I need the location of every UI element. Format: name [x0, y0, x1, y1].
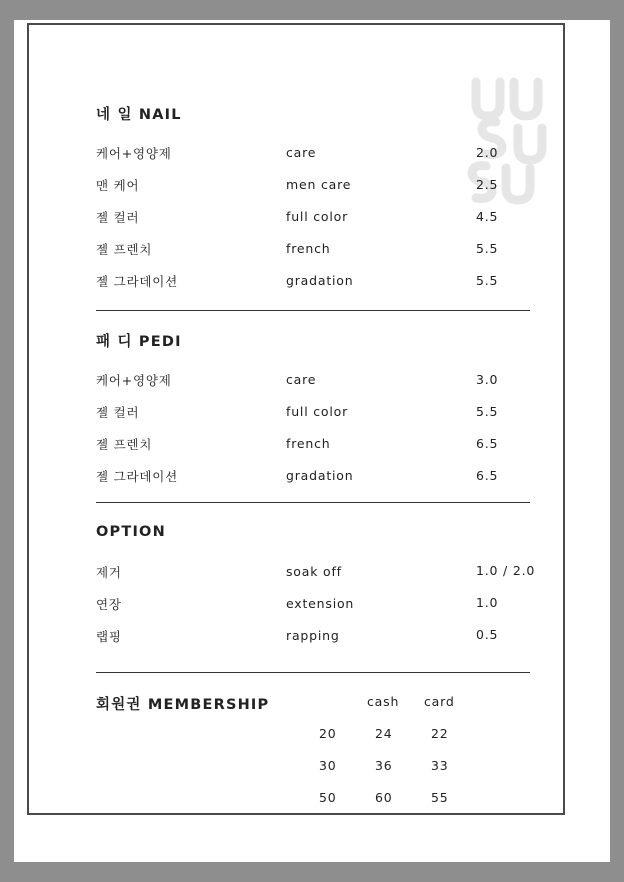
nail-item-name: 젤 컬러	[96, 210, 140, 225]
membership-cash-value: 60	[375, 790, 393, 805]
membership-card-value: 22	[431, 726, 449, 741]
membership-cash-value: 36	[375, 758, 393, 773]
pedi-item-price: 5.5	[476, 404, 499, 419]
nail-section-title: 네 일 NAIL	[96, 107, 182, 123]
pedi-item-price: 6.5	[476, 436, 499, 451]
option-item-name: 제거	[96, 565, 122, 580]
nail-item-name: 맨 케어	[96, 178, 140, 193]
nail-item-price: 2.5	[476, 177, 499, 192]
option-item-name: 연장	[96, 597, 122, 612]
option-item-price: 1.0 / 2.0	[476, 563, 536, 578]
membership-amount: 50	[319, 790, 337, 805]
option-item-price: 1.0	[476, 595, 499, 610]
option-item-name: 랩핑	[96, 629, 122, 644]
option-item-en: extension	[286, 596, 355, 611]
membership-card-value: 33	[431, 758, 449, 773]
nail-item-en: gradation	[286, 273, 354, 288]
pedi-item-name: 젤 그라데이션	[96, 469, 179, 484]
nail-item-en: full color	[286, 209, 349, 224]
section-divider	[96, 310, 530, 311]
membership-amount: 20	[319, 726, 337, 741]
membership-col-cash: cash	[367, 694, 400, 709]
pedi-item-price: 6.5	[476, 468, 499, 483]
pedi-section-title: 패 디 PEDI	[96, 334, 182, 350]
nail-item-price: 4.5	[476, 209, 499, 224]
pedi-item-en: french	[286, 436, 331, 451]
nail-item-en: men care	[286, 177, 352, 192]
pedi-item-name: 젤 프렌치	[96, 437, 153, 452]
membership-col-card: card	[424, 694, 455, 709]
pedi-item-en: care	[286, 372, 317, 387]
nail-item-price: 5.5	[476, 273, 499, 288]
option-item-en: soak off	[286, 564, 342, 579]
pedi-item-en: full color	[286, 404, 349, 419]
option-section-title: OPTION	[96, 524, 166, 540]
nail-item-price: 2.0	[476, 145, 499, 160]
nail-item-en: french	[286, 241, 331, 256]
membership-card-value: 55	[431, 790, 449, 805]
option-item-en: rapping	[286, 628, 340, 643]
section-divider	[96, 502, 530, 503]
nail-item-en: care	[286, 145, 317, 160]
pedi-item-name: 케어+영양제	[96, 373, 172, 388]
nail-item-price: 5.5	[476, 241, 499, 256]
section-divider	[96, 672, 530, 673]
nail-item-name: 케어+영양제	[96, 146, 172, 161]
pedi-item-en: gradation	[286, 468, 354, 483]
pedi-item-price: 3.0	[476, 372, 499, 387]
membership-amount: 30	[319, 758, 337, 773]
pedi-item-name: 젤 컬러	[96, 405, 140, 420]
nail-item-name: 젤 프렌치	[96, 242, 153, 257]
ususu-logo	[456, 70, 552, 210]
membership-cash-value: 24	[375, 726, 393, 741]
membership-section-title: 회원권 MEMBERSHIP	[96, 697, 270, 713]
option-item-price: 0.5	[476, 627, 499, 642]
nail-item-name: 젤 그라데이션	[96, 274, 179, 289]
